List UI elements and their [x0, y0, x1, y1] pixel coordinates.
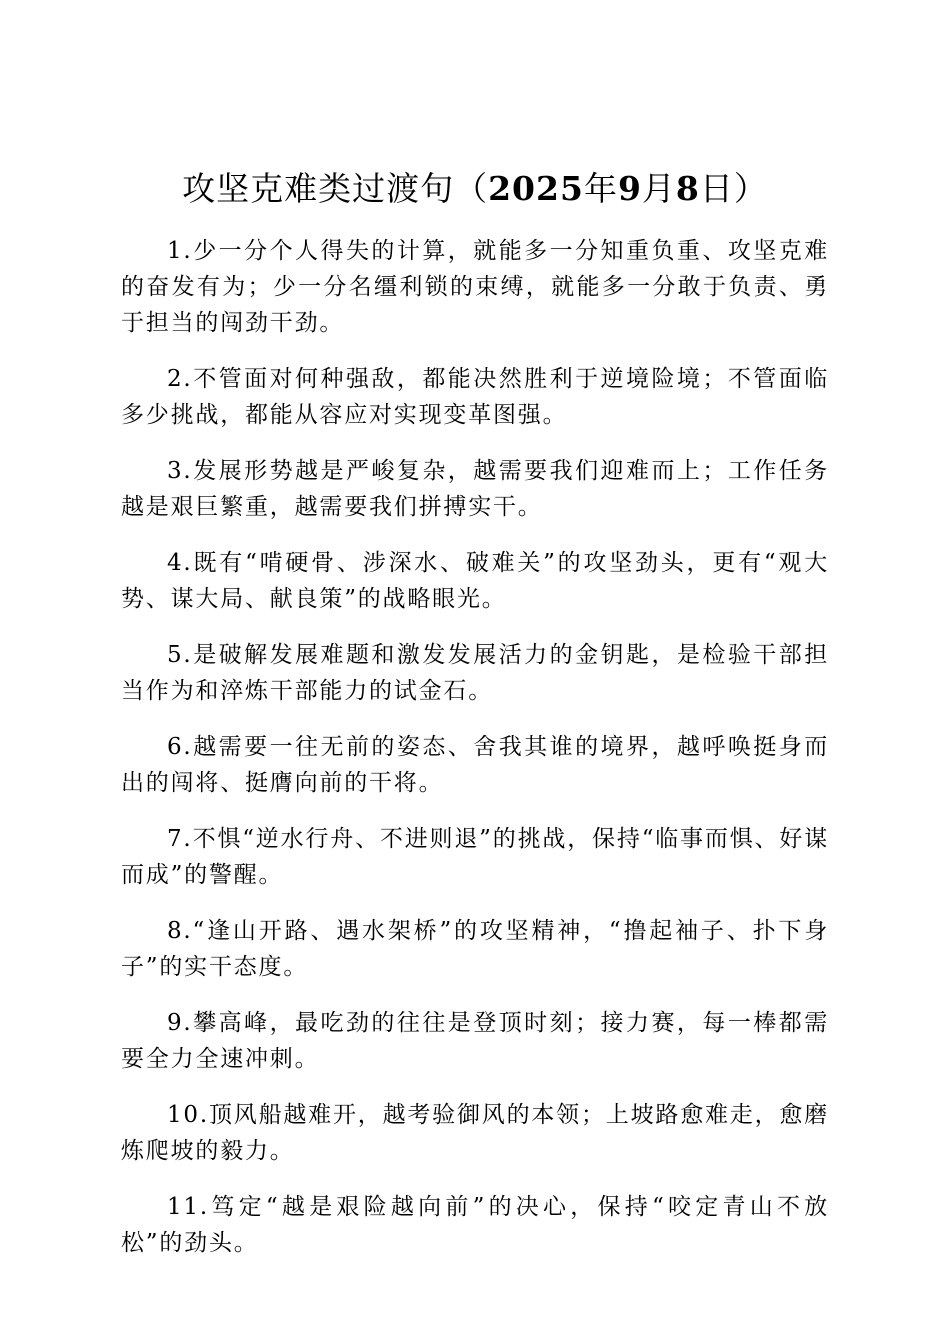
title-year-suffix: 年 [583, 169, 618, 208]
sentence-item-11: 11.笃定“越是艰险越向前”的决心，保持“咬定青山不放松”的劲头。 [121, 1194, 829, 1256]
title-year: 2025 [488, 169, 584, 208]
title-month-suffix: 月 [641, 169, 676, 208]
document-title [0, 165, 950, 213]
title-day-suffix: 日） [699, 169, 768, 208]
sentence-list [121, 233, 829, 1281]
title-month: 9 [617, 169, 642, 208]
sentence-item-5: 5.是破解发展难题和激发发展活力的金钥匙，是检验干部担当作为和淬炼干部能力的试金石。 [121, 642, 829, 704]
sentence-item-7: 7.不惧“逆水行舟、不进则退”的挑战，保持“临事而惧、好谋而成”的警醒。 [121, 826, 829, 888]
title-day: 8 [675, 169, 700, 208]
sentence-item-1: 1.少一分个人得失的计算，就能多一分知重负重、攻坚克难的奋发有为；少一分名缰利锁的束缚，就能多一分敢于负责、勇于担当的闯劲干劲。 [121, 238, 829, 336]
sentence-item-8: 8.“逢山开路、遇水架桥”的攻坚精神，“撸起袖子、扑下身子”的实干态度。 [121, 918, 829, 980]
sentence-item-9: 9.攀高峰，最吃劲的往往是登顶时刻；接力赛，每一棒都需要全力全速冲刺。 [121, 1010, 829, 1072]
sentence-item-6: 6.越需要一往无前的姿态、舍我其谁的境界，越呼唤挺身而出的闯将、挺膺向前的干将。 [121, 734, 829, 796]
sentence-item-10: 10.顶风船越难开，越考验御风的本领；上坡路愈难走，愈磨炼爬坡的毅力。 [121, 1102, 829, 1164]
title-prefix: 攻坚克难类过渡句（ [182, 169, 489, 208]
sentence-item-4: 4.既有“啃硬骨、涉深水、破难关”的攻坚劲头，更有“观大势、谋大局、献良策”的战略眼光。 [121, 550, 829, 612]
sentence-item-3: 3.发展形势越是严峻复杂，越需要我们迎难而上；工作任务越是艰巨繁重，越需要我们拼搏实干。 [121, 458, 829, 520]
sentence-item-2: 2.不管面对何种强敌，都能决然胜利于逆境险境；不管面临多少挑战，都能从容应对实现变革图强。 [121, 366, 829, 428]
